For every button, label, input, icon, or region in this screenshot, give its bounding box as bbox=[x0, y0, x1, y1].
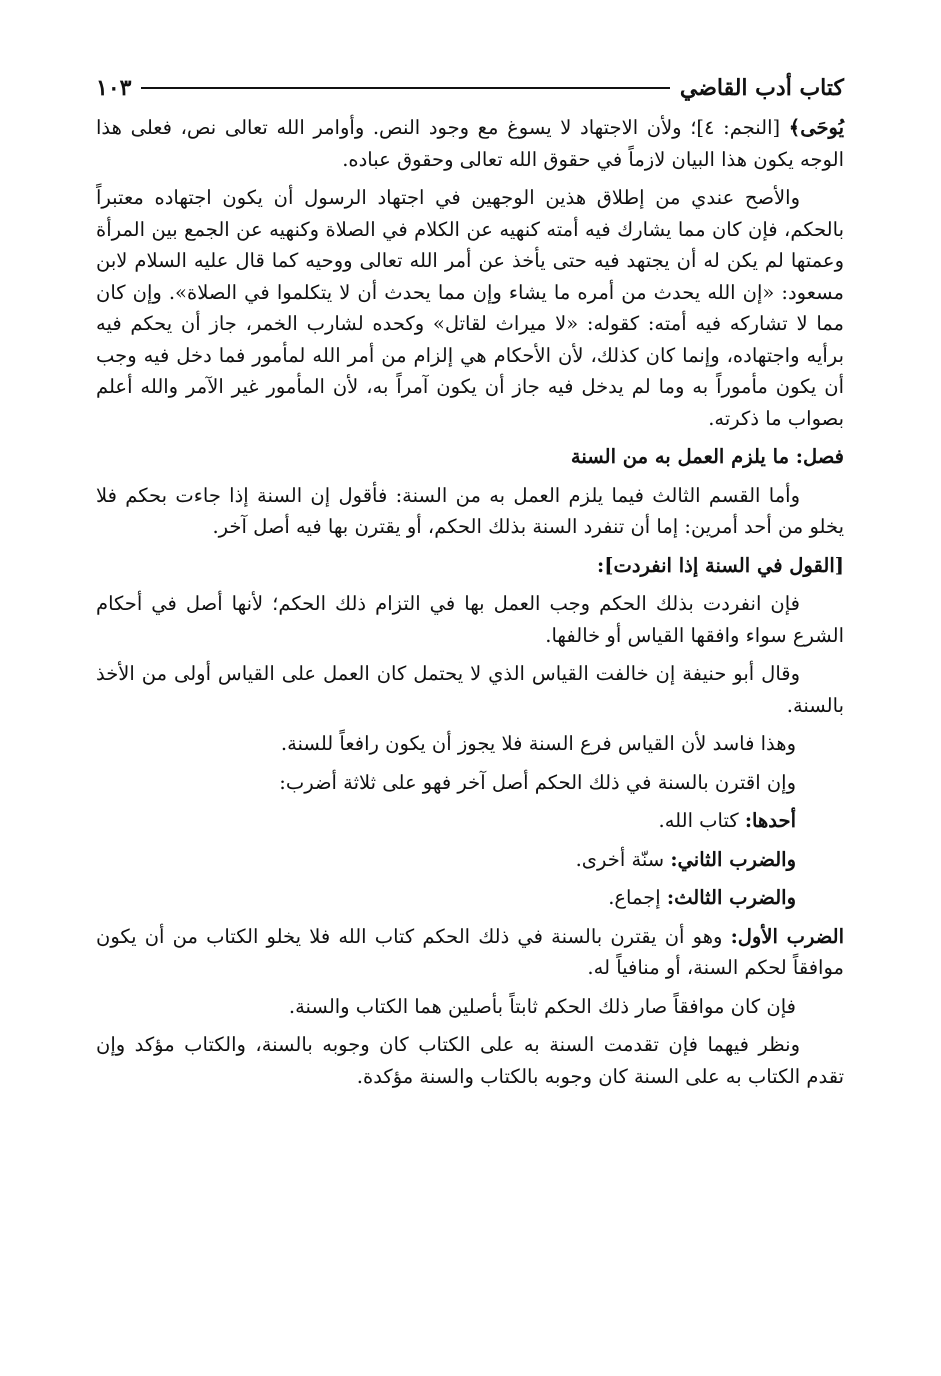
list-item-text: سنّة أخرى. bbox=[575, 847, 671, 871]
page-body bbox=[96, 112, 844, 1092]
paragraph-agreement: فإن كان موافقاً صار ذلك الحكم ثابتاً بأصلين هما الكتاب والسنة. bbox=[288, 994, 796, 1018]
paragraph-precedence: ونظر فيهما فإن تقدمت السنة به على الكتاب كان وجوبه بالسنة، والكتاب مؤكد وإن تقدم الكتاب به على السنة كان وجوبه بالكتاب والسنة مؤكدة. bbox=[96, 1033, 844, 1088]
section-heading: فصل: ما يلزم العمل به من السنة bbox=[570, 445, 844, 468]
paragraph-lead: الضرب الأول: bbox=[730, 924, 845, 948]
running-header bbox=[96, 68, 844, 108]
paragraph-text: [النجم: ٤]؛ ولأن الاجتهاد لا يسوغ مع وجود النص. وأوامر الله تعالى نص، فعلى هذا الوجه يكون هذا البيان لازماً في حقوق الله تعالى وحقوق عباده. bbox=[96, 116, 844, 171]
paragraph-continuation bbox=[96, 112, 844, 175]
list-item-text: كتاب الله. bbox=[658, 809, 745, 832]
list-item-first bbox=[96, 805, 844, 837]
list-item-lead: أحدها: bbox=[744, 809, 796, 832]
paragraph-ijtihad: والأصح عندي من إطلاق هذين الوجهين في اجتهاد الرسول أن يكون اجتهاده معتبراً بالحكم، فإن كان مما يشارك فيه أمته كنهيه عن الكلام في الصلاة وكنهيه عن الجمع بين المرأة وعمتها لم يكن له أن يجتهد فيه حتى يأخذ عن أمر الله تعالى ووحيه كما قال عليه السلام لابن مسعود: «إن الله يحدث من أمره ما يشاء وإن مما يحدث أن لا يتكلموا في الصلاة». وإن كان مما لا تشاركه فيه أمته: كقوله: «لا ميراث لقاتل» وكحده لشارب الخمر، جاز أن يحكم فيه برأيه واجتهاده، وإنما كان كذلك، لأن الأحكام هي إلزام من أمر الله لمأمور فما دخل فيه وجب أن يكون مأموراً به وما لم يدخل فيه جاز أن يكون آمراً به، لأن المأمور غير الآمر والله أعلم بصواب ما ذكرته. bbox=[96, 186, 844, 430]
paragraph-abu-hanifa: وقال أبو حنيفة إن خالفت القياس الذي لا يحتمل كان العمل على القياس أولى من الأخذ بالسنة. bbox=[96, 662, 844, 717]
list-item-second bbox=[96, 844, 844, 876]
book-title: كتاب أدب القاضي bbox=[679, 75, 844, 101]
list-item-lead: والضرب الثالث: bbox=[666, 886, 796, 909]
paragraph-third-part: وأما القسم الثالث فيما يلزم العمل به من السنة: فأقول إن السنة إذا جاءت بحكم فلا يخلو من أحد أمرين: إما أن تنفرد السنة بذلك الحكم، أو يقترن بها فيه أصل آخر. bbox=[96, 483, 844, 538]
list-item-lead: والضرب الثاني: bbox=[670, 847, 796, 871]
paragraph-three-types: وإن اقترن بالسنة في ذلك الحكم أصل آخر فهو على ثلاثة أضرب: bbox=[279, 770, 796, 794]
header-rule bbox=[141, 87, 669, 89]
paragraph-first-type bbox=[96, 921, 844, 984]
page-number: ١٠٣ bbox=[96, 75, 132, 101]
quran-quote: يُوحَى﴾ bbox=[788, 116, 845, 139]
paragraph-sunnah-alone: فإن انفردت بذلك الحكم وجب العمل بها في التزام ذلك الحكم؛ لأنها أصل في أحكام الشرع سواء وافقها القياس أو خالفها. bbox=[96, 592, 844, 647]
list-item-text: إجماع. bbox=[608, 886, 667, 909]
paragraph-text: وهو أن يقترن بالسنة في ذلك الحكم كتاب الله فلا يخلو الكتاب من أن يكون موافقاً لحكم السنة، أو منافياً له. bbox=[96, 924, 844, 979]
book-page bbox=[96, 68, 844, 1099]
paragraph-refutation: وهذا فاسد لأن القياس فرع السنة فلا يجوز أن يكون رافعاً للسنة. bbox=[280, 732, 796, 755]
list-item-third bbox=[96, 882, 844, 914]
subsection-heading: [القول في السنة إذا انفردت]: bbox=[597, 553, 844, 577]
